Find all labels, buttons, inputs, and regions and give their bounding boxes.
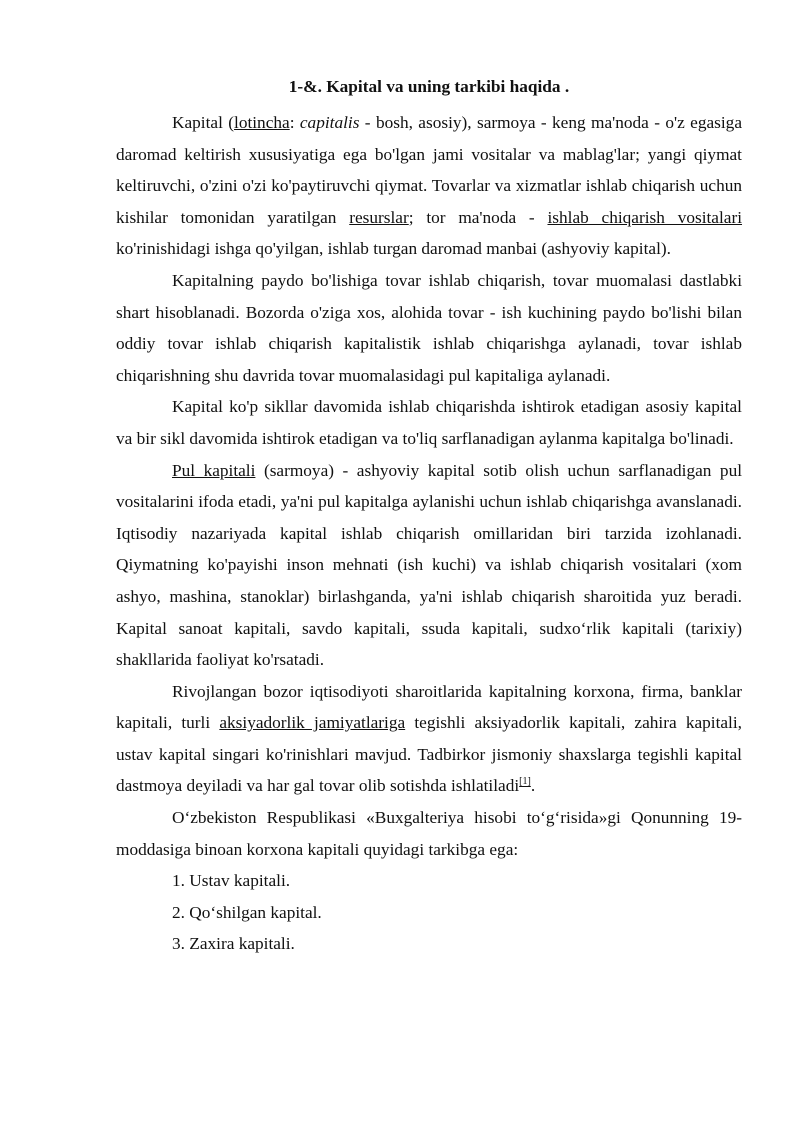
link-lotincha[interactable]: lotincha	[234, 113, 290, 132]
p1-text-2: :	[289, 113, 300, 132]
list-item: 3. Zaxira kapitali.	[172, 934, 295, 954]
paragraph-6: O‘zbekiston Respublikasi «Buxgalteriya hisobi to‘g‘risida»gi Qonunning 19-moddasiga binoan korxona kapitali quyidagi tarkibga ega:	[116, 808, 742, 859]
p4-text: (sarmoya) - ashyoviy kapital sotib olish uchun sarflanadigan pul vositalarini ifoda etadi, ya'ni pul kapitalga aylanishi uchun ishlab chiqarishga avanslanadi. Iqtisodiy nazariyada kapital ishlab chiqarish omillaridan biri tarzida izohlanadi. Qiymatning ko'payishi inson mehnati (ish kuchi) va ishlab chiqarish vositalari (xom ashyo, mashina, stanoklar) birlashganda, ya'ni ishlab chiqarish sharoitida yuz beradi. Kapital sanoat kapitali, savdo kapitali, ssuda kapitali, sudxo‘rlik kapitali (tarixiy) shakllarida faoliyat ko'rsatadi.	[116, 460, 743, 670]
p1-text-1: Kapital (	[172, 113, 235, 132]
paragraph-2: Kapitalning paydo bo'lishiga tovar ishlab chiqarish, tovar muomalasi dastlabki shart hisoblanadi. Bozorda o'ziga xos, alohida tovar - ish kuchining paydo bo'lishi bilan oddiy tovar ishlab chiqarish kapitalistik ishlab chiqarishga aylanadi, tovar ishlab chiqarishning shu davrida tovar muomalasidagi pul kapitaliga aylanadi.	[116, 270, 742, 385]
footnote-ref[interactable]: [1]	[519, 776, 531, 788]
list-item: 2. Qo‘shilgan kapital.	[172, 902, 322, 922]
link-resurslar[interactable]: resurslar	[349, 207, 409, 227]
p5-text-2: tegishli aksiyadorlik kapitali, zahira kapitali, ustav kapital singari ko'rinishlari mavjud. Tadbirkor jismoniy shaxslarga tegishli kapital dastmoya deyiladi va har gal tovar olib sotishda ishlatiladi	[116, 713, 742, 796]
p5-text-3: .	[530, 776, 536, 796]
paragraph-5	[116, 676, 742, 802]
p1-text-3: - bosh, asosiy), sarmoya - keng ma'noda - o'z egasiga daromad keltirish xususiyatiga ega bo'lgan jami vositalar va mablag'lar; yangi qiymat keltiruvchi, o'zini o'zi ko'paytiruvchi qiymat. Tovarlar va xizmatlar ishlab chiqarish uchun kishilar tomonidan yaratilgan	[116, 113, 742, 227]
link-ishlab-chiqarish-vositalari[interactable]: ishlab chiqarish vositalari	[547, 207, 743, 227]
link-pul-kapitali[interactable]: Pul kapitali	[172, 460, 256, 480]
document-body	[116, 73, 742, 960]
paragraph-3: Kapital ko'p sikllar davomida ishlab chiqarishda ishtirok etadigan asosiy kapital va bir sikl davomida ishtirok etadigan va to'liq sarflanadigan aylanma kapitalga bo'linadi.	[116, 397, 742, 448]
p1-text-5: ko'rinishidagi ishga qo'yilgan, ishlab turgan daromad manbai (ashyoviy kapital).	[116, 239, 671, 259]
term-capitalis: capitalis	[299, 113, 360, 132]
list-item: 1. Ustav kapitali.	[172, 871, 291, 891]
link-aksiyadorlik-jamiyatlariga[interactable]: aksiyadorlik jamiyatlariga	[219, 713, 406, 733]
section-title: 1-&. Kapital va uning tarkibi haqida .	[288, 77, 570, 96]
paragraph-1	[116, 107, 742, 265]
p1-text-4: ; tor ma'noda -	[408, 207, 548, 227]
p5-text-1: Rivojlangan bozor iqtisodiyoti sharoitlarida kapitalning korxona, firma, banklar kapitali, turli	[116, 681, 742, 733]
paragraph-4	[116, 455, 742, 676]
